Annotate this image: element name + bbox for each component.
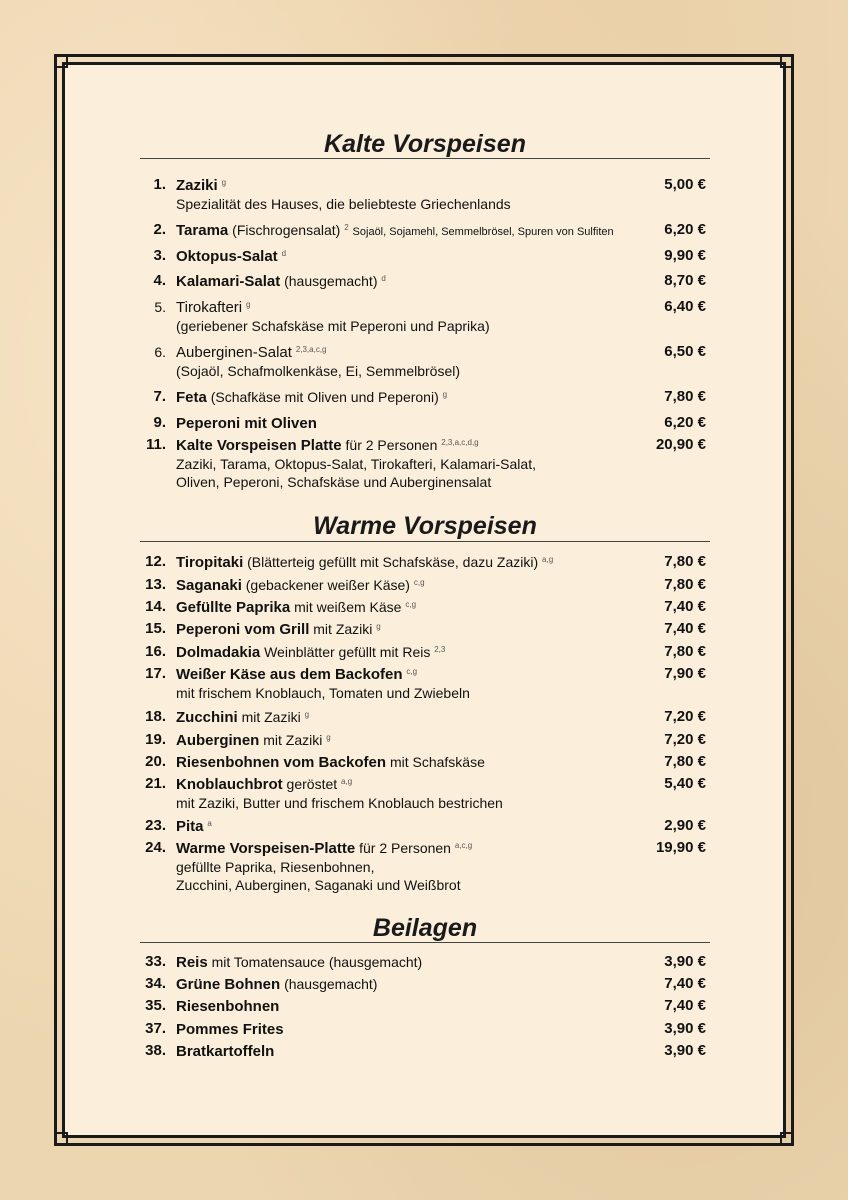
item-description: Spezialität des Hauses, die beliebteste Griechenlands [176, 196, 511, 212]
item-price: 19,90 € [655, 839, 706, 856]
allergen-codes: g [304, 710, 310, 719]
item-price: 7,80 € [664, 553, 706, 570]
item-number: 9. [153, 414, 166, 431]
item-name: Pita [176, 818, 204, 835]
allergen-codes: a [207, 819, 212, 828]
item-detail: mit Tomatensauce (hausgemacht) [211, 954, 423, 970]
item-name: Tarama [176, 222, 229, 239]
allergen-codes: c,g [413, 578, 425, 587]
allergen-codes: g [221, 178, 227, 187]
item-number: 37. [145, 1020, 166, 1037]
item-name: Warme Vorspeisen-Platte [176, 840, 356, 857]
allergen-codes: g [442, 390, 448, 399]
section-title-warme-vorspeisen: Warme Vorspeisen [313, 512, 537, 540]
item-description: mit Zaziki, Butter und frischem Knoblauch bestrichen [176, 795, 503, 811]
item-detail: für 2 Personen [345, 437, 438, 453]
allergen-codes: a,g [542, 555, 554, 564]
allergen-codes: g [376, 622, 381, 631]
item-name: Saganaki [176, 577, 242, 594]
item-name: Grüne Bohnen [176, 976, 281, 993]
item-price: 7,80 € [664, 753, 706, 770]
section-divider [140, 541, 710, 542]
item-detail: mit Zaziki [263, 732, 323, 748]
item-description: gefüllte Paprika, Riesenbohnen, [176, 859, 375, 875]
item-price: 6,20 € [664, 414, 706, 431]
allergen-codes: c,g [405, 600, 417, 609]
item-name: Zaziki [176, 177, 218, 194]
item-number: 4. [153, 272, 166, 289]
item-price: 7,40 € [664, 997, 706, 1014]
item-number: 1. [153, 176, 166, 193]
allergen-codes: 2,3,a,c,g [295, 345, 327, 354]
item-name: Peperoni vom Grill [176, 621, 310, 638]
item-detail: (hausgemacht) [284, 976, 378, 992]
item-detail: (hausgemacht) [284, 273, 378, 289]
section-title-beilagen: Beilagen [372, 914, 478, 942]
item-number: 5. [154, 299, 166, 315]
allergen-codes: g [326, 733, 331, 742]
corner-ornament [54, 54, 68, 68]
item-name: Auberginen-Salat [176, 344, 292, 361]
item-name: Zucchini [176, 709, 238, 726]
item-detail: für 2 Personen [359, 840, 451, 856]
item-number: 34. [145, 975, 166, 992]
item-number: 6. [154, 344, 166, 360]
allergen-codes: 2,3 [434, 645, 446, 654]
corner-ornament [54, 1132, 68, 1146]
item-name: Pommes Frites [176, 1021, 284, 1038]
item-number: 2. [153, 221, 166, 238]
item-detail: mit Zaziki [313, 621, 373, 637]
item-price: 20,90 € [655, 436, 706, 453]
item-price: 2,90 € [664, 817, 706, 834]
item-number: 24. [145, 839, 166, 856]
corner-ornament [780, 1132, 794, 1146]
item-detail: mit weißem Käse [294, 599, 402, 615]
item-name: Kalamari-Salat [176, 273, 281, 290]
item-name: Reis [176, 954, 208, 971]
item-price: 3,90 € [664, 953, 706, 970]
allergen-codes: 2,3,a,c,d,g [441, 438, 479, 447]
item-name: Tirokafteri [176, 299, 243, 316]
item-price: 6,20 € [664, 221, 706, 238]
item-price: 7,40 € [664, 598, 706, 615]
item-price: 7,40 € [664, 620, 706, 637]
allergen-codes: a,g [341, 777, 353, 786]
allergen-codes: d [381, 274, 386, 283]
item-name: Feta [176, 389, 207, 406]
item-number: 13. [145, 576, 166, 593]
allergen-codes: a,c,g [454, 841, 473, 850]
corner-ornament [780, 54, 794, 68]
item-number: 21. [145, 775, 166, 792]
item-number: 35. [145, 997, 166, 1014]
item-name: Peperoni mit Oliven [176, 415, 317, 432]
item-name: Knoblauchbrot [176, 776, 283, 793]
item-description: Zaziki, Tarama, Oktopus-Salat, Tirokafteri, Kalamari-Salat, [176, 456, 536, 472]
item-detail: (gebackener weißer Käse) [245, 577, 410, 593]
item-detail: (Blätterteig gefüllt mit Schafskäse, dazu Zaziki) [247, 554, 539, 570]
item-number: 17. [145, 665, 166, 682]
item-price: 7,80 € [664, 576, 706, 593]
item-price: 7,90 € [664, 665, 706, 682]
item-name: Kalte Vorspeisen Platte [176, 437, 342, 454]
item-price: 5,40 € [664, 775, 706, 792]
item-name: Dolmadakia [176, 644, 261, 661]
item-price: 9,90 € [664, 247, 706, 264]
item-detail: (Schafkäse mit Oliven und Peperoni) [210, 389, 439, 405]
item-number: 7. [153, 388, 166, 405]
item-detail: mit Schafskäse [389, 754, 485, 770]
item-name: Weißer Käse aus dem Backofen [176, 666, 403, 683]
item-price: 7,20 € [664, 731, 706, 748]
item-name: Riesenbohnen vom Backofen [176, 754, 387, 771]
item-price: 7,80 € [664, 643, 706, 660]
item-name: Auberginen [176, 732, 260, 749]
item-number: 19. [145, 731, 166, 748]
item-detail: geröstet [286, 776, 338, 792]
item-price: 6,50 € [664, 343, 706, 360]
item-name: Gefüllte Paprika [176, 599, 291, 616]
item-number: 16. [145, 643, 166, 660]
item-detail: Weinblätter gefüllt mit Reis [264, 644, 431, 660]
allergen-codes: c,g [406, 667, 418, 676]
item-number: 38. [145, 1042, 166, 1059]
item-number: 23. [145, 817, 166, 834]
item-price: 7,40 € [664, 975, 706, 992]
item-number: 15. [145, 620, 166, 637]
item-description: mit frischem Knoblauch, Tomaten und Zwiebeln [176, 685, 470, 701]
item-detail: mit Zaziki [241, 709, 301, 725]
item-name: Tiropitaki [176, 554, 244, 571]
item-price: 7,20 € [664, 708, 706, 725]
allergen-codes: g [246, 300, 251, 309]
item-name: Oktopus-Salat [176, 248, 278, 265]
item-name: Riesenbohnen [176, 998, 280, 1015]
item-price: 3,90 € [664, 1020, 706, 1037]
item-price: 6,40 € [664, 298, 706, 315]
item-note: Sojaöl, Sojamehl, Semmelbrösel, Spuren von Sulfiten [352, 226, 614, 238]
item-number: 33. [145, 953, 166, 970]
item-price: 3,90 € [664, 1042, 706, 1059]
item-price: 8,70 € [664, 272, 706, 289]
section-divider [140, 942, 710, 943]
item-description: Zucchini, Auberginen, Saganaki und Weißbrot [176, 877, 461, 893]
section-divider [140, 158, 710, 159]
item-number: 20. [145, 753, 166, 770]
item-number: 11. [145, 436, 166, 453]
item-description: (Sojaöl, Schafmolkenkäse, Ei, Semmelbrösel) [176, 363, 461, 379]
allergen-codes: d [281, 249, 287, 258]
section-title-kalte-vorspeisen: Kalte Vorspeisen [324, 130, 526, 158]
item-number: 14. [145, 598, 166, 615]
item-price: 5,00 € [664, 176, 706, 193]
item-name: Bratkartoffeln [176, 1043, 275, 1060]
item-number: 12. [145, 553, 166, 570]
item-description: (geriebener Schafskäse mit Peperoni und Paprika) [176, 318, 490, 334]
item-price: 7,80 € [664, 388, 706, 405]
item-description: Oliven, Peperoni, Schafskäse und Auberginensalat [176, 474, 492, 490]
allergen-codes: 2 [344, 223, 349, 232]
item-number: 3. [153, 247, 166, 264]
item-number: 18. [145, 708, 166, 725]
item-detail: (Fischrogensalat) [232, 222, 341, 238]
